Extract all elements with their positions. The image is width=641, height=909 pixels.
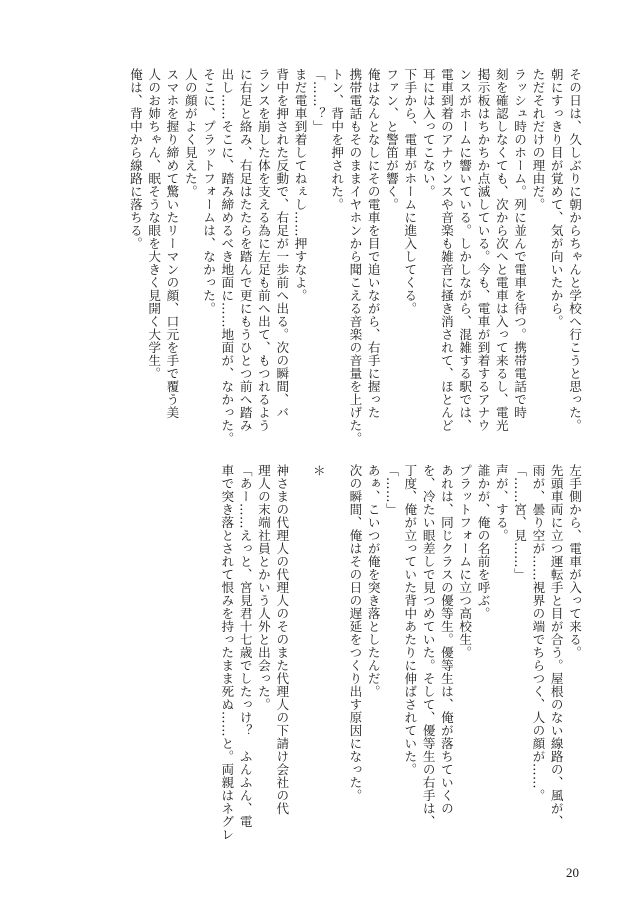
text-line: 背中を押された反動で、右足が一歩前へ出る。次の瞬間、バ xyxy=(274,68,290,419)
body-text-bottom xyxy=(217,464,583,841)
text-line: 耳には入ってこない。 xyxy=(420,68,436,198)
text-line: あぁ、こいつが俺を突き落としたんだ。 xyxy=(365,464,381,698)
text-line: 車で突き落とされて恨みを持ったまま死ぬ……と。両親はネグレ xyxy=(219,464,235,841)
text-line xyxy=(327,464,345,824)
text-line: ランスを崩した体を支える為に左足も前へ出て、もつれるよう xyxy=(255,68,271,432)
text-line: 声が、する。 xyxy=(493,464,509,542)
page-number: 20 xyxy=(566,865,579,880)
text-line: 次の瞬間、俺はその日の遅延をつくり出す原因になった。 xyxy=(347,464,363,802)
text-line: 誰かが、俺の名前を呼ぶ。 xyxy=(475,464,491,620)
text-line: 下手から、電車がホームに進入してくる。 xyxy=(402,68,418,315)
text-line: 出し……そこに、踏み締めるべき地面に……地面が、なかった。 xyxy=(219,68,235,445)
text-line: 掲示板はちかちか点滅している。今も、電車が到着するアナウ xyxy=(475,68,491,432)
text-line: スマホを握り締めて驚いたリーマンの顔、口元を手で覆う美 xyxy=(164,68,180,419)
text-line: 「……」 xyxy=(384,464,400,516)
text-line: ファン、と警笛が響く。 xyxy=(384,68,400,211)
text-line: 「……宮、見……」 xyxy=(512,464,528,581)
text-line: に右足と絡み、右足はたたらを踏んで更にもうひとつ前へ踏み xyxy=(237,68,253,432)
text-line: 先頭車両に立つ運転手と目が合う。屋根のない線路の、風が、 xyxy=(548,464,564,828)
text-line: ンスがホームに響いている。しかしながら、混雑する駅では、 xyxy=(457,68,473,432)
text-line: 理人の末端社員とかいう人外と出会った。 xyxy=(255,464,271,711)
text-line: 人の顔がよく見えた。 xyxy=(182,68,198,198)
text-line xyxy=(290,464,308,824)
text-line: 「……？」 xyxy=(310,68,326,133)
text-line: 俺は、背中から線路に落ちる。 xyxy=(127,68,143,250)
text-line: そこに、プラットフォームは、なかった。 xyxy=(201,68,217,315)
text-line: ただそれだけの理由だ。 xyxy=(530,68,546,211)
text-line: その日は、久しぶりに朝からちゃんと学校へ行こうと思った。 xyxy=(567,68,582,432)
text-line: 携帯電話もそのままイヤホンから聞こえる音楽の音量を上げた。 xyxy=(347,68,363,445)
text-line: 朝にすっきり目が覚めて、気が向いたから。 xyxy=(548,68,564,328)
text-line: 神さまの代理人の代理人のそのまた代理人の下請け会社の代 xyxy=(274,464,290,815)
text-line: まだ電車到着してねぇし……押すなよ。 xyxy=(292,68,308,302)
text-line: 電車到着のアナウンスや音楽も雑音に掻き消されて、ほとんど xyxy=(438,68,454,432)
text-line: プラットフォームに立つ高校生。 xyxy=(457,464,473,659)
text-line: トン、背中を押された。 xyxy=(329,68,345,211)
text-line: 丁度、俺が立っていた背中あたりに伸ばされていた。 xyxy=(402,464,418,776)
text-line: あれは、同じクラスの優等生。優等生は、俺が落ちていくの xyxy=(438,464,454,815)
text-line: ＊ xyxy=(310,464,326,477)
text-line: 「あー……えっと、宮見君十七歳でしたっけ？ ふんふん、電 xyxy=(237,464,253,828)
text-line: を、冷たい眼差しで見つめていた。そして、優等生の右手は、 xyxy=(420,464,436,828)
text-line: 左手側から、電車が入って来る。 xyxy=(567,464,582,659)
text-line: 人のお姉ちゃん、眠そうな眼を大きく見開く大学生。 xyxy=(146,68,162,380)
text-line: 刻を確認しなくても、次から次へと電車は入って来るし、電光 xyxy=(493,68,509,432)
body-text-top xyxy=(126,68,583,445)
text-line: 雨が、曇り空が……視界の端でちらつく、人の顔が……。 xyxy=(530,464,546,802)
text-line: 俺はなんとなしにその電車を目で追いながら、右手に握った xyxy=(365,68,381,419)
text-line: ラッシュ時のホーム。列に並んで電車を待つ。携帯電話で時 xyxy=(512,68,528,419)
